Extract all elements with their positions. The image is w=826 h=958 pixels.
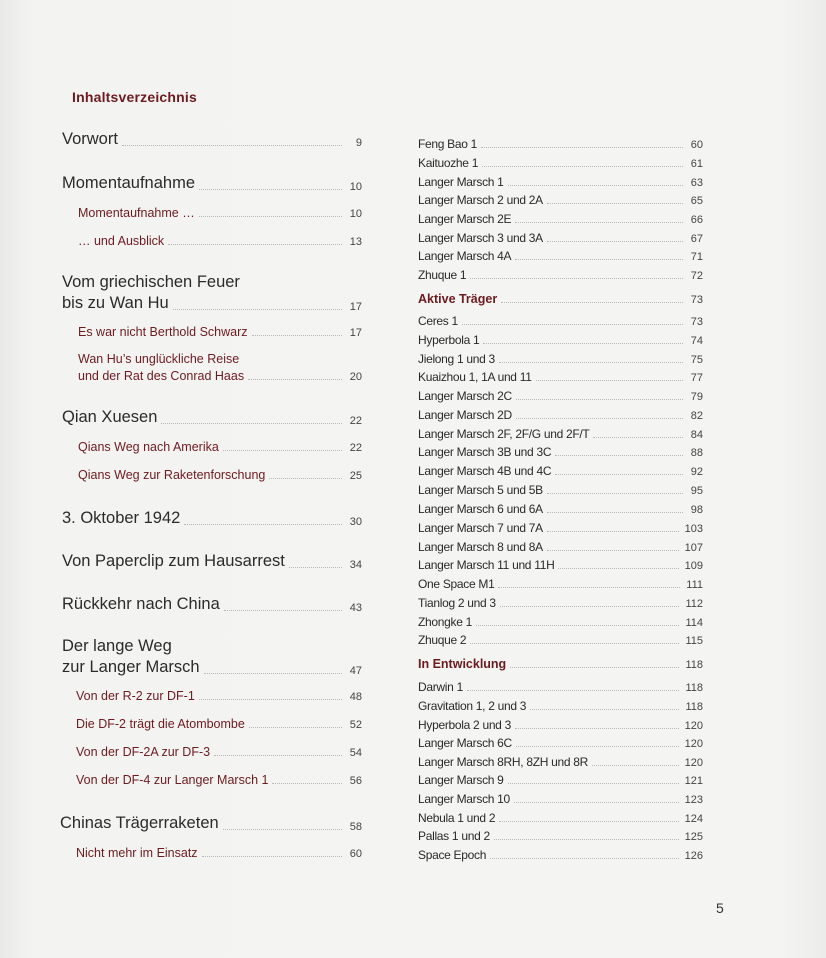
toc-entry-page: 115 (685, 635, 703, 647)
toc-entry[interactable] (418, 773, 703, 787)
toc-entry[interactable] (418, 249, 703, 263)
dot-leader (214, 754, 342, 756)
toc-entry-title: Langer Marsch 6 und 6A (418, 502, 543, 516)
toc-entry-title: Ceres 1 (418, 314, 458, 328)
toc-entry[interactable] (418, 445, 703, 459)
toc-entry[interactable] (418, 352, 703, 366)
toc-entry-page: 9 (355, 137, 362, 149)
dot-leader (498, 586, 680, 588)
toc-entry[interactable] (418, 792, 703, 806)
toc-subentry[interactable] (76, 773, 362, 787)
toc-entry[interactable] (418, 314, 703, 328)
toc-entry-page: 73 (690, 316, 703, 328)
toc-entry[interactable] (60, 814, 362, 833)
toc-entry-title: Die DF-2 trägt die Atombombe (76, 717, 245, 731)
dot-leader (536, 379, 683, 381)
toc-entry-title: Kuaizhou 1, 1A und 11 (418, 370, 532, 384)
dot-leader (499, 820, 678, 822)
dot-leader (547, 511, 683, 513)
toc-entry[interactable] (418, 540, 703, 554)
dot-leader (202, 855, 342, 857)
toc-entry[interactable] (418, 389, 703, 403)
toc-entry-title: bis zu Wan Hu (62, 294, 169, 312)
toc-entry-page: 10 (349, 181, 362, 193)
toc-entry-page: 95 (690, 485, 703, 497)
dot-leader (547, 549, 679, 551)
toc-entry[interactable] (62, 658, 362, 677)
dot-leader (494, 838, 679, 840)
toc-entry-title: Langer Marsch 8RH, 8ZH und 8R (418, 755, 589, 769)
dot-leader (483, 342, 683, 344)
toc-entry-page: 92 (690, 466, 703, 478)
toc-entry[interactable] (418, 212, 703, 226)
dot-leader (199, 215, 342, 217)
toc-entry[interactable] (62, 408, 362, 427)
toc-entry-page: 48 (349, 691, 362, 703)
toc-entry[interactable] (418, 680, 703, 694)
toc-entry-title: Langer Marsch 8 und 8A (418, 540, 543, 554)
dot-leader (204, 672, 342, 674)
toc-entry-page: 54 (349, 747, 362, 759)
toc-entry-title: Von der DF-2A zur DF-3 (76, 745, 211, 759)
dot-leader (508, 184, 683, 186)
toc-entry-title: Langer Marsch 3 und 3A (418, 231, 543, 245)
dot-leader (223, 828, 342, 830)
toc-entry[interactable] (418, 231, 703, 245)
toc-subentry[interactable] (78, 440, 362, 454)
toc-subentry[interactable] (76, 846, 362, 860)
toc-entry[interactable] (418, 848, 703, 862)
dot-leader (516, 398, 683, 400)
toc-entry-page: 60 (690, 139, 703, 151)
toc-entry-title: Langer Marsch 10 (418, 792, 510, 806)
toc-entry[interactable] (418, 464, 703, 478)
toc-entry-title: Hyperbola 1 (418, 333, 480, 347)
toc-entry[interactable] (418, 333, 703, 347)
toc-entry-page: 34 (349, 559, 362, 571)
toc-entry-page: 111 (686, 579, 703, 591)
toc-entry-page: 22 (349, 415, 362, 427)
dot-leader (199, 188, 342, 190)
toc-entry[interactable] (418, 615, 703, 629)
toc-entry[interactable] (418, 755, 703, 769)
toc-entry[interactable] (418, 193, 703, 207)
toc-entry-title: Kaituozhe 1 (418, 156, 479, 170)
toc-subentry[interactable] (78, 325, 362, 339)
toc-entry[interactable] (418, 577, 703, 591)
toc-entry[interactable] (418, 502, 703, 516)
toc-entry-page: 52 (349, 719, 362, 731)
dot-leader (514, 801, 679, 803)
toc-entry-page: 98 (690, 504, 703, 516)
toc-entry-title: Chinas Trägerraketen (60, 814, 219, 832)
toc-subentry-line1: Wan Hu’s unglückliche Reise (78, 352, 240, 366)
toc-entry-page: 17 (349, 301, 362, 313)
toc-entry-title: Von der R-2 zur DF-1 (76, 689, 195, 703)
toc-entry[interactable] (62, 174, 362, 193)
dot-leader (248, 378, 342, 380)
toc-entry-page: 107 (684, 542, 703, 554)
dot-leader (161, 422, 342, 424)
toc-entry-page: 121 (684, 775, 703, 787)
dot-leader (593, 436, 683, 438)
toc-entry-title: In Entwicklung (418, 657, 507, 671)
dot-leader (224, 609, 342, 611)
toc-entry-page: 75 (690, 354, 703, 366)
toc-entry[interactable] (418, 633, 703, 647)
toc-entry-page: 126 (684, 850, 703, 862)
toc-entry-title: Qians Weg zur Raketenforschung (78, 468, 266, 482)
toc-entry[interactable] (418, 718, 703, 732)
toc-entry-title: Qian Xuesen (62, 408, 158, 426)
dot-leader (558, 567, 678, 569)
toc-entry-page: 71 (690, 251, 703, 263)
toc-entry-page: 47 (349, 665, 362, 677)
toc-subentry[interactable] (76, 689, 362, 703)
toc-entry-title: Space Epoch (418, 848, 487, 862)
toc-entry-title: Zhongke 1 (418, 615, 473, 629)
toc-entry-title: Vorwort (62, 130, 118, 148)
dot-leader (173, 308, 342, 310)
toc-entry-page: 124 (684, 813, 703, 825)
toc-entry-page: 60 (349, 848, 362, 860)
toc-entry-title: Von Paperclip zum Hausarrest (62, 552, 285, 570)
toc-entry[interactable] (418, 268, 703, 282)
dot-leader (499, 361, 683, 363)
toc-entry-page: 65 (690, 195, 703, 207)
toc-entry[interactable] (62, 130, 362, 149)
toc-entry-title: Qians Weg nach Amerika (78, 440, 219, 454)
dot-leader (470, 277, 683, 279)
toc-entry-title: Nebula 1 und 2 (418, 811, 496, 825)
dot-leader (515, 221, 683, 223)
toc-subentry[interactable] (78, 468, 362, 482)
toc-entry[interactable] (418, 829, 703, 843)
dot-leader (510, 666, 679, 668)
toc-entry-page: 58 (349, 821, 362, 833)
toc-entry-title: Langer Marsch 5 und 5B (418, 483, 543, 497)
toc-entry-title: Langer Marsch 7 und 7A (418, 521, 543, 535)
dot-leader (249, 726, 342, 728)
toc-entry[interactable] (418, 156, 703, 170)
toc-entry[interactable] (418, 408, 703, 422)
toc-entry-title: Langer Marsch 2C (418, 389, 512, 403)
toc-entry-page: 114 (685, 617, 703, 629)
toc-entry-page: 10 (349, 208, 362, 220)
toc-entry[interactable] (62, 552, 362, 571)
toc-entry-title: Momentaufnahme (62, 174, 195, 192)
toc-entry-title: Hyperbola 2 und 3 (418, 718, 511, 732)
toc-entry-page: 103 (684, 523, 703, 535)
dot-leader (508, 782, 679, 784)
dot-leader (515, 727, 679, 729)
toc-entry-title: zur Langer Marsch (62, 658, 200, 676)
toc-entry-title: Pallas 1 und 2 (418, 829, 490, 843)
dot-leader (470, 642, 679, 644)
toc-entry-title: Feng Bao 1 (418, 137, 478, 151)
toc-entry-title: Jielong 1 und 3 (418, 352, 495, 366)
dot-leader (272, 782, 342, 784)
toc-entry-page: 125 (684, 831, 703, 843)
toc-entry-page: 61 (690, 158, 703, 170)
toc-subentry[interactable] (76, 717, 362, 731)
toc-entry-page: 22 (349, 442, 362, 454)
toc-entry[interactable] (62, 294, 362, 313)
toc-entry-line1: Der lange Weg (62, 637, 172, 655)
toc-entry-title: Zhuque 1 (418, 268, 467, 282)
dot-leader (252, 334, 342, 336)
toc-entry-title: Darwin 1 (418, 680, 463, 694)
toc-section-entry[interactable] (418, 292, 703, 306)
toc-entry-title: Langer Marsch 2F, 2F/G und 2F/T (418, 427, 590, 441)
toc-entry[interactable] (418, 736, 703, 750)
toc-entry-page: 82 (690, 410, 703, 422)
toc-entry[interactable] (418, 596, 703, 610)
toc-entry-page: 67 (690, 233, 703, 245)
toc-entry-title: Langer Marsch 9 (418, 773, 504, 787)
toc-entry-page: 77 (690, 372, 703, 384)
toc-entry-page: 56 (349, 775, 362, 787)
toc-entry-page: 25 (349, 470, 362, 482)
toc-entry-title: und der Rat des Conrad Haas (78, 369, 245, 383)
dot-leader (269, 477, 342, 479)
toc-entry-page: 84 (690, 429, 703, 441)
dot-leader (516, 745, 679, 747)
toc-entry-page: 43 (349, 602, 362, 614)
dot-leader (122, 144, 342, 146)
toc-entry-title: … und Ausblick (78, 234, 165, 248)
dot-leader (482, 165, 683, 167)
dot-leader (500, 605, 680, 607)
toc-subentry[interactable] (78, 206, 362, 220)
toc-entry-title: Nicht mehr im Einsatz (76, 846, 198, 860)
toc-entry[interactable] (418, 175, 703, 189)
toc-entry-page: 72 (690, 270, 703, 282)
toc-entry-title: Langer Marsch 3B und 3C (418, 445, 552, 459)
dot-leader (547, 240, 683, 242)
dot-leader (490, 857, 679, 859)
toc-entry-line1: Vom griechischen Feuer (62, 273, 240, 291)
toc-subentry[interactable] (76, 745, 362, 759)
toc-entry-page: 63 (690, 177, 703, 189)
toc-entry[interactable] (418, 521, 703, 535)
dot-leader (547, 202, 683, 204)
toc-entry-title: Es war nicht Berthold Schwarz (78, 325, 248, 339)
toc-entry-page: 112 (685, 598, 703, 610)
dot-leader (467, 689, 680, 691)
toc-entry-title: Langer Marsch 2 und 2A (418, 193, 543, 207)
dot-leader (476, 624, 679, 626)
toc-entry-page: 123 (684, 794, 703, 806)
dot-leader (547, 530, 679, 532)
toc-entry[interactable] (62, 509, 362, 528)
toc-entry-page: 120 (684, 757, 703, 769)
toc-entry-title: Langer Marsch 2D (418, 408, 512, 422)
toc-entry-title: Tianlog 2 und 3 (418, 596, 496, 610)
toc-entry-title: Langer Marsch 11 und 11H (418, 558, 555, 572)
toc-entry[interactable] (418, 137, 703, 151)
dot-leader (555, 473, 683, 475)
dot-leader (555, 454, 683, 456)
toc-entry-page: 109 (684, 560, 703, 572)
toc-entry-page: 120 (684, 738, 703, 750)
dot-leader (515, 258, 683, 260)
toc-entry-page: 13 (349, 236, 362, 248)
toc-entry-page: 20 (349, 371, 362, 383)
dot-leader (501, 301, 683, 303)
toc-entry-title: Aktive Träger (418, 292, 498, 306)
toc-entry-page: 118 (685, 659, 703, 671)
toc-entry-title: Momentaufnahme … (78, 206, 195, 220)
toc-entry[interactable] (62, 595, 362, 614)
dot-leader (223, 449, 342, 451)
toc-entry-title: Von der DF-4 zur Langer Marsch 1 (76, 773, 269, 787)
toc-entry-title: Gravitation 1, 2 und 3 (418, 699, 527, 713)
toc-entry-page: 17 (349, 327, 362, 339)
toc-entry-page: 30 (349, 516, 362, 528)
toc-entry[interactable] (418, 699, 703, 713)
toc-entry-title: 3. Oktober 1942 (62, 509, 181, 527)
toc-subentry[interactable] (78, 369, 362, 383)
toc-entry-page: 118 (685, 682, 703, 694)
dot-leader (481, 146, 683, 148)
toc-entry[interactable] (418, 811, 703, 825)
dot-leader (516, 417, 683, 419)
toc-entry-page: 73 (690, 294, 703, 306)
toc-entry-title: Zhuque 2 (418, 633, 467, 647)
toc-entry-page: 88 (690, 447, 703, 459)
dot-leader (184, 523, 342, 525)
dot-leader (462, 323, 683, 325)
toc-entry[interactable] (418, 558, 703, 572)
toc-entry-title: Langer Marsch 6C (418, 736, 512, 750)
dot-leader (547, 492, 683, 494)
toc-entry-page: 74 (690, 335, 703, 347)
toc-entry-title: Langer Marsch 1 (418, 175, 504, 189)
toc-entry-title: Rückkehr nach China (62, 595, 220, 613)
dot-leader (199, 698, 342, 700)
toc-entry[interactable] (418, 370, 703, 384)
toc-entry-page: 79 (690, 391, 703, 403)
toc-entry-title: Langer Marsch 4B und 4C (418, 464, 552, 478)
toc-entry[interactable] (418, 427, 703, 441)
toc-entry-page: 66 (690, 214, 703, 226)
dot-leader (592, 764, 679, 766)
dot-leader (168, 243, 342, 245)
page-number: 5 (716, 900, 724, 916)
toc-heading: Inhaltsverzeichnis (72, 89, 197, 105)
toc-section-entry[interactable] (418, 657, 703, 671)
toc-entry-title: Langer Marsch 2E (418, 212, 512, 226)
toc-entry-page: 120 (684, 720, 703, 732)
toc-entry[interactable] (418, 483, 703, 497)
dot-leader (530, 708, 679, 710)
toc-entry-page: 118 (685, 701, 703, 713)
toc-entry-title: Langer Marsch 4A (418, 249, 512, 263)
toc-subentry[interactable] (78, 234, 362, 248)
toc-entry-title: One Space M1 (418, 577, 495, 591)
dot-leader (289, 566, 342, 568)
